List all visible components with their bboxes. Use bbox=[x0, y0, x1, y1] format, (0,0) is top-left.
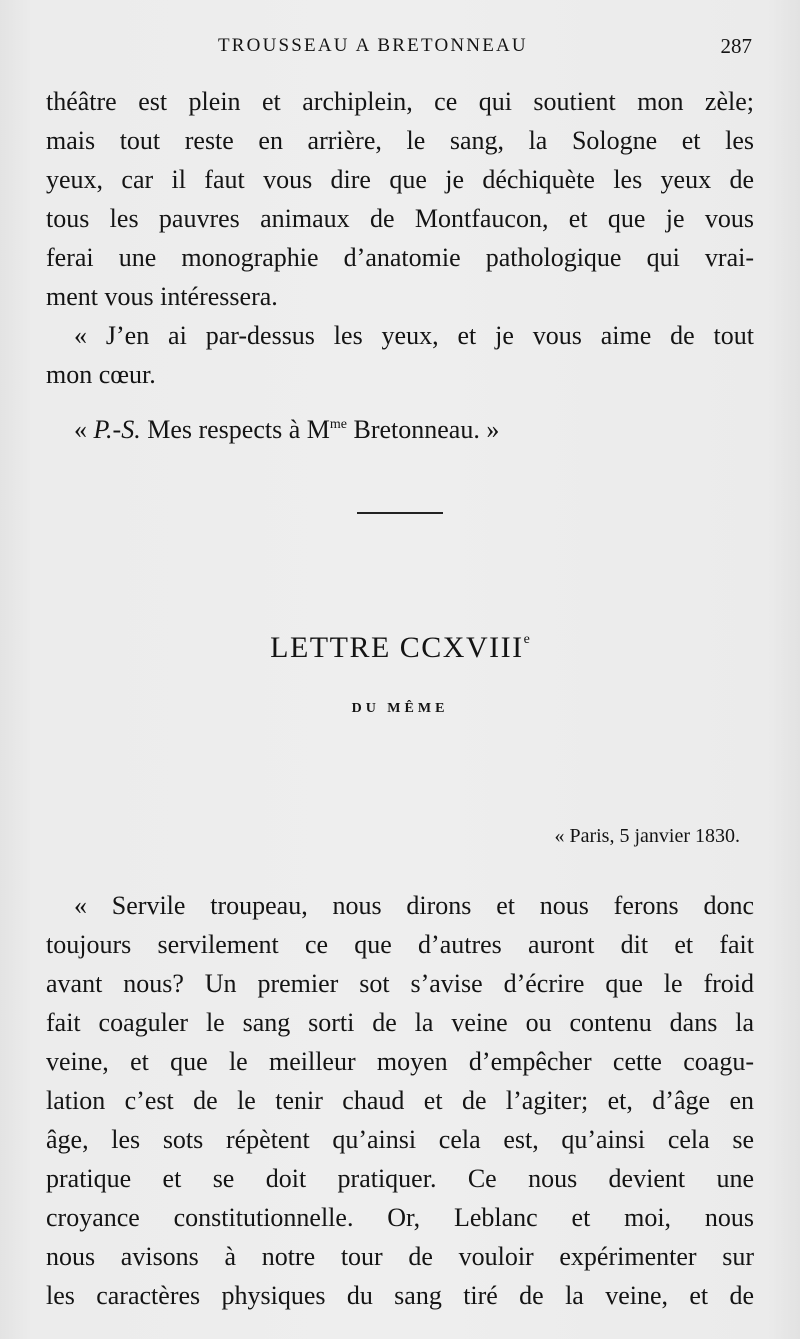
text-line: nous avisons à notre tour de vouloir expérimenter sur bbox=[46, 1242, 754, 1271]
text-line: « J’en ai par-dessus les yeux, et je vous aime de tout bbox=[74, 321, 754, 350]
postscript-line bbox=[46, 405, 754, 444]
text-line: mais tout reste en arrière, le sang, la Sologne et les bbox=[46, 126, 754, 155]
text-line: âge, les sots répètent qu’ainsi cela est, qu’ainsi cela se bbox=[46, 1125, 754, 1154]
letter-subtitle: DU MÊME bbox=[351, 701, 449, 716]
letter-title bbox=[0, 618, 800, 670]
text-line: les caractères physiques du sang tiré de la veine, et de bbox=[46, 1281, 754, 1310]
text-line: théâtre est plein et archiplein, ce qui soutient mon zèle; bbox=[46, 87, 754, 116]
page-number: 287 bbox=[720, 34, 752, 58]
continuation-paragraph bbox=[46, 82, 754, 316]
text-line: avant nous? Un premier sot s’avise d’écrire que le froid bbox=[46, 969, 754, 998]
postscript-label: P.-S. bbox=[93, 415, 141, 444]
text-line: toujours servilement ce que d’autres auront dit et fait bbox=[46, 930, 754, 959]
closing-paragraph bbox=[46, 316, 754, 394]
text-line: yeux, car il faut vous dire que je déchiquète les yeux de bbox=[46, 165, 754, 194]
letter-title-superscript: e bbox=[523, 632, 530, 647]
letter-dateline: « Paris, 5 janvier 1830. bbox=[554, 825, 740, 847]
letter-title-text: LETTRE CCXVIII bbox=[270, 631, 524, 664]
text-line: « Servile troupeau, nous dirons et nous ferons donc bbox=[74, 891, 754, 920]
section-divider bbox=[357, 512, 443, 514]
running-head: TROUSSEAU A BRETONNEAU bbox=[218, 35, 528, 56]
text-line: lation c’est de le tenir chaud et de l’agiter; et, d’âge en bbox=[46, 1086, 754, 1115]
postscript bbox=[46, 405, 754, 444]
text-line: mon cœur. bbox=[46, 360, 156, 389]
letter-body bbox=[46, 886, 754, 1315]
text-line: tous les pauvres animaux de Montfaucon, et que je vous bbox=[46, 204, 754, 233]
postscript-superscript: me bbox=[329, 417, 347, 432]
postscript-text-end: Bretonneau. » bbox=[353, 415, 500, 444]
postscript-open-quote: « bbox=[74, 415, 87, 444]
postscript-text: Mes respects à M bbox=[147, 415, 330, 444]
text-line: ferai une monographie d’anatomie pathologique qui vrai- bbox=[46, 243, 754, 272]
text-line: ment vous intéressera. bbox=[46, 282, 278, 311]
text-line: veine, et que le meilleur moyen d’empêcher cette coagu- bbox=[46, 1047, 754, 1076]
text-line: pratique et se doit pratiquer. Ce nous devient une bbox=[46, 1164, 754, 1193]
text-line: croyance constitutionnelle. Or, Leblanc et moi, nous bbox=[46, 1203, 754, 1232]
text-line: fait coaguler le sang sorti de la veine ou contenu dans la bbox=[46, 1008, 754, 1037]
